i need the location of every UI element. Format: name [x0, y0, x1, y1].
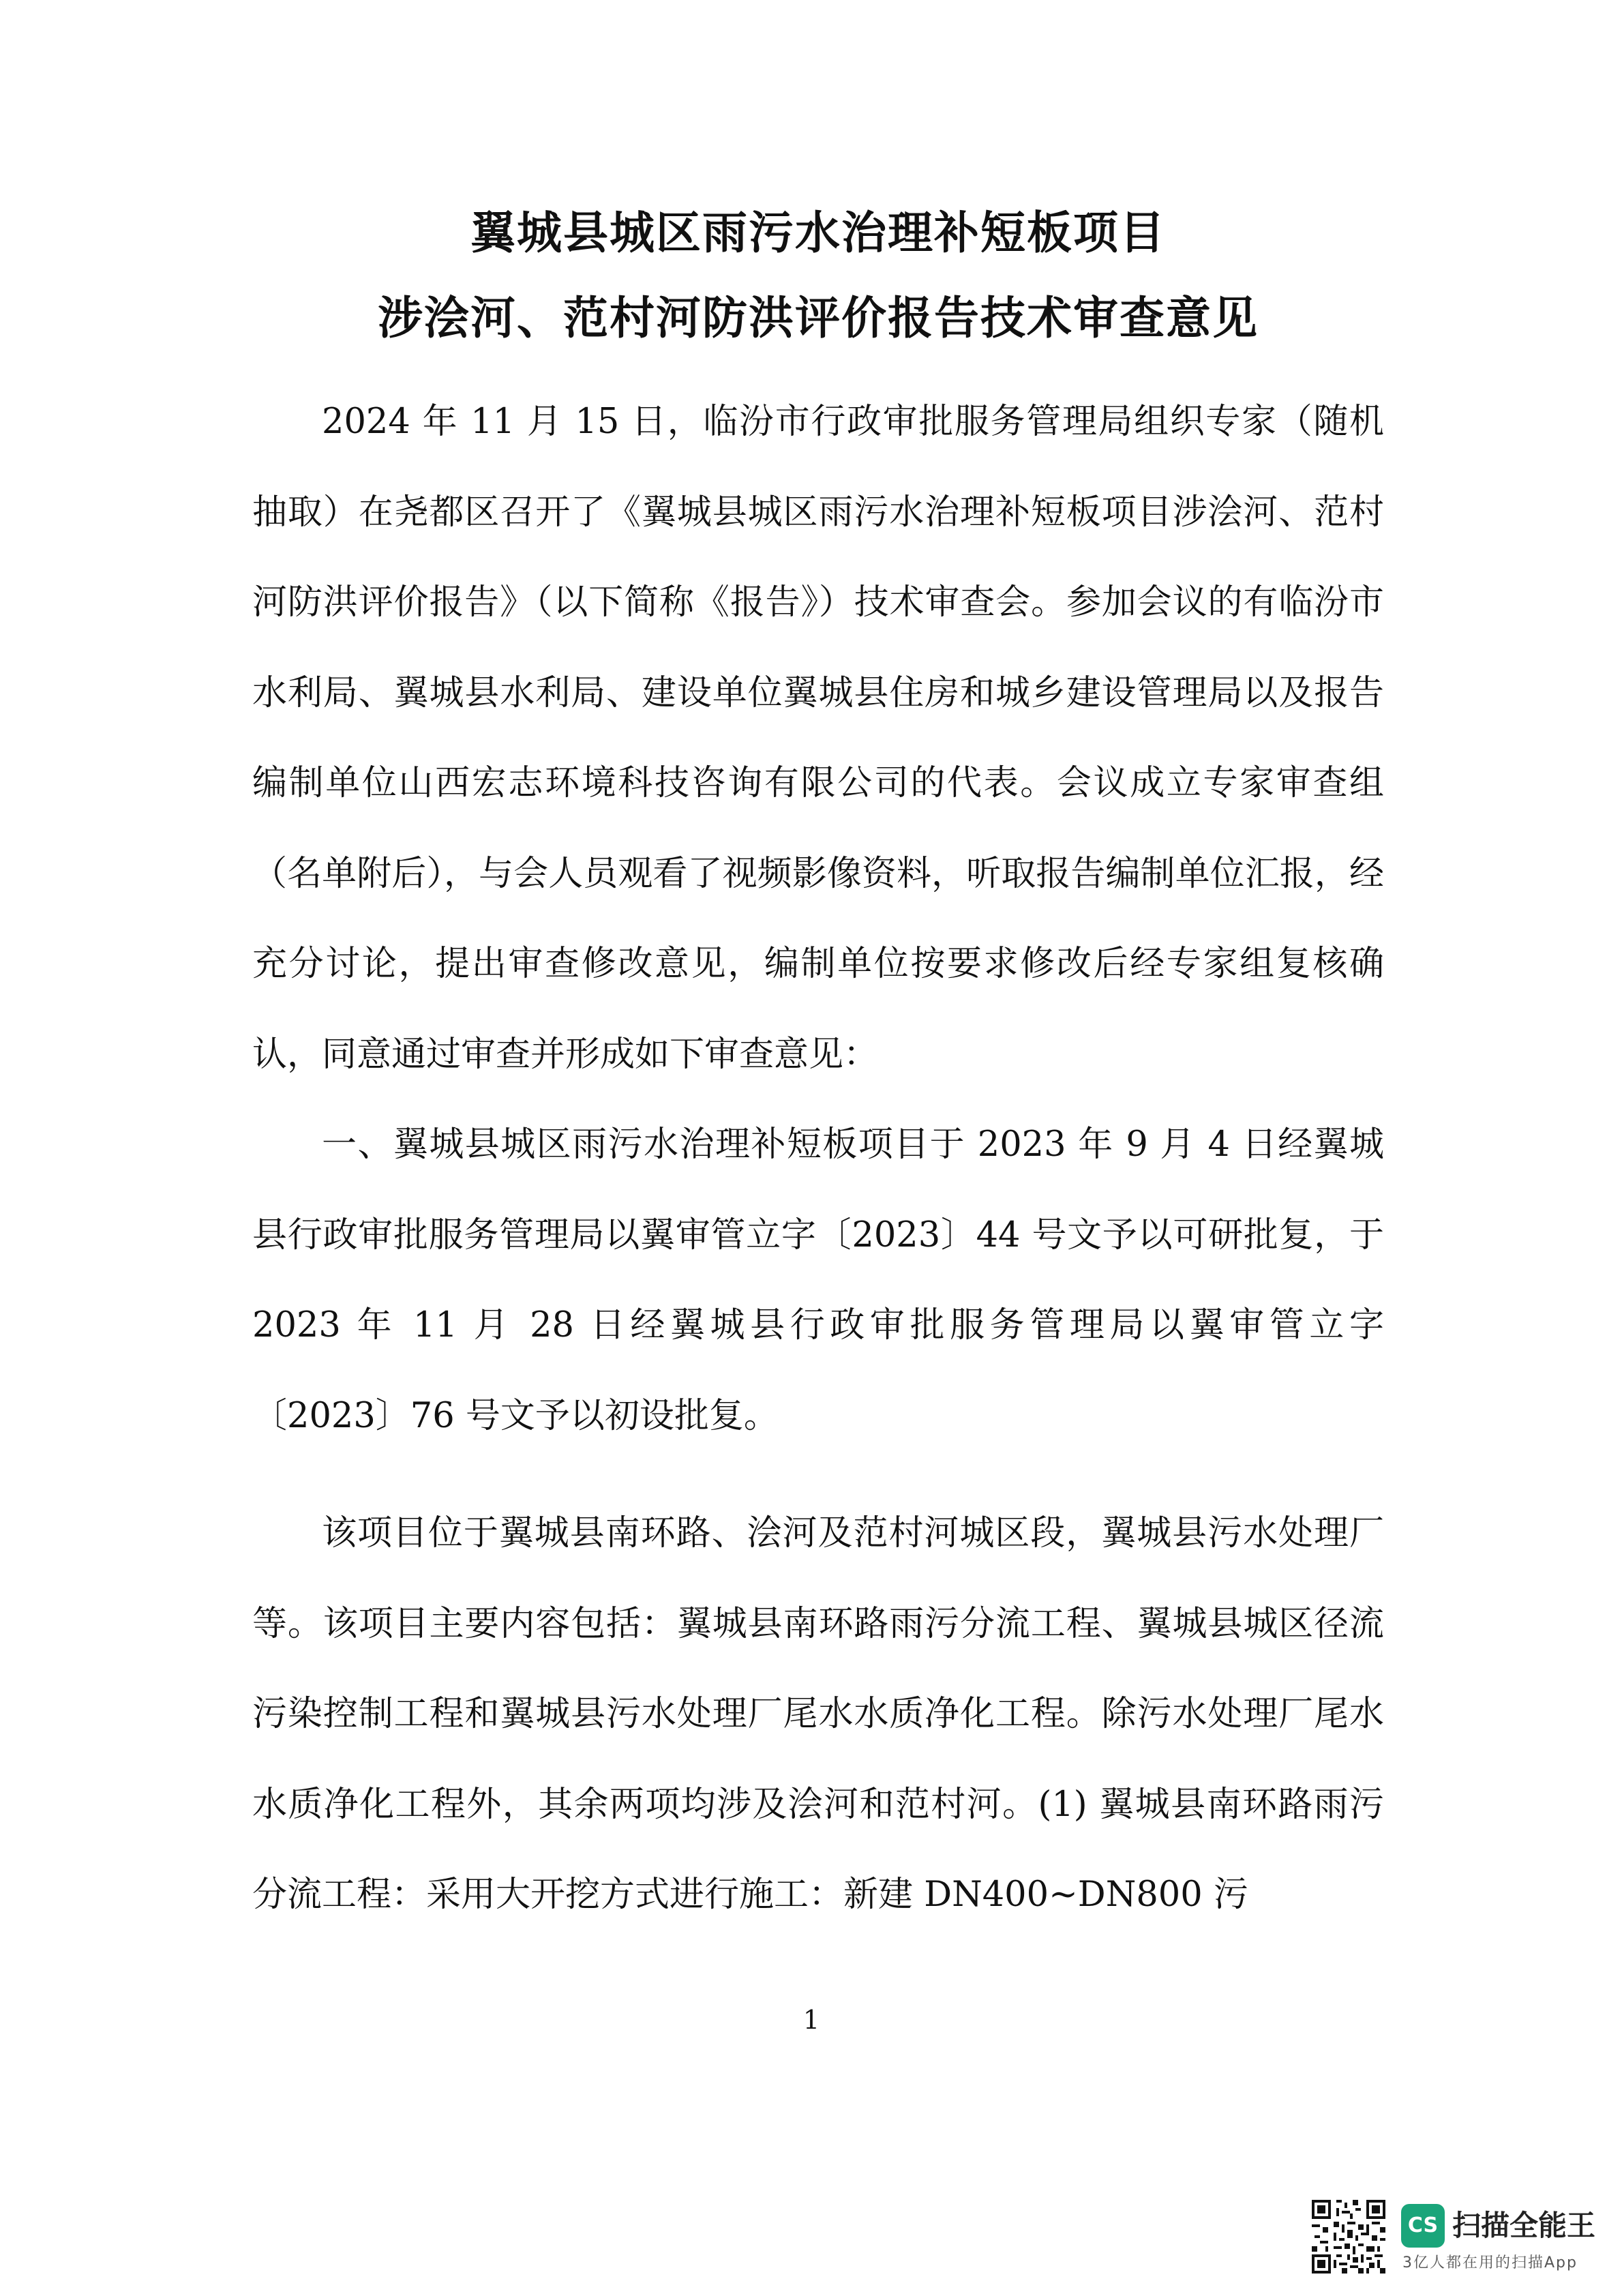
qr-code-icon	[1309, 2197, 1388, 2276]
paragraph-approval: 一、翼城县城区雨污水治理补短板项目于 2023 年 9 月 4 日经翼城县行政审批服务管理局以翼审管立字〔2023〕44 号文予以可研批复，于 2023 年 11 月 28 日经翼城县行政审批服务管理局以翼审管立字〔2023〕76 号文予以初设批复。	[252, 1124, 1384, 1436]
document-title-line-2: 涉浍河、范村河防洪评价报告技术审查意见	[378, 292, 1259, 344]
camscanner-logo: CS	[1401, 2204, 1445, 2248]
paragraph-project-content: 该项目位于翼城县南环路、浍河及范村河城区段，翼城县污水处理厂等。该项目主要内容包括：翼城县南环路雨污分流工程、翼城县城区径流污染控制工程和翼城县污水处理厂尾水水质净化工程。除污水处理厂尾水水质净化工程外，其余两项均涉及浍河和范村河。(1) 翼城县南环路雨污分流工程：采用大开挖方式进行施工：新建 DN400~DN800 污	[252, 1513, 1384, 1915]
scanner-watermark	[1309, 2197, 1595, 2279]
paragraph-meeting: 2024 年 11 月 15 日，临汾市行政审批服务管理局组织专家（随机抽取）在尧都区召开了《翼城县城区雨污水治理补短板项目涉浍河、范村河防洪评价报告》（以下简称《报告》）技术审查会。参加会议的有临汾市水利局、翼城县水利局、建设单位翼城县住房和城乡建设管理局以及报告编制单位山西宏志环境科技咨询有限公司的代表。会议成立专家审查组（名单附后），与会人员观看了视频影像资料，听取报告编制单位汇报，经充分讨论，提出审查修改意见，编制单位按要求修改后经专家组复核确认，同意通过审查并形成如下审查意见：	[252, 402, 1384, 1075]
document-body	[252, 377, 1384, 1941]
page-number: 1	[802, 2005, 820, 2035]
brand-name: 扫描全能王	[1452, 2209, 1596, 2242]
document-title-line-1: 翼城县城区雨污水治理补短板项目	[470, 207, 1166, 259]
brand-tagline: 3亿人都在用的扫描App	[1402, 2254, 1578, 2271]
